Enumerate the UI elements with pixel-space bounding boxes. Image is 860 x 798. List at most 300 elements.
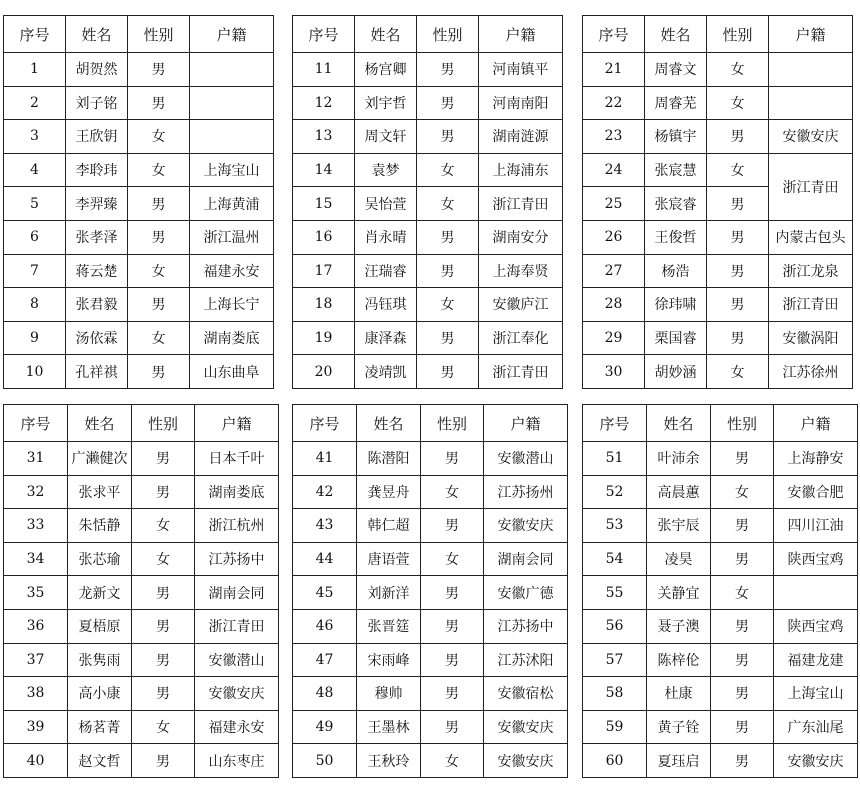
seq-cell: 41: [293, 442, 357, 476]
table-row: [293, 677, 568, 711]
gender-cell: 女: [707, 86, 769, 120]
table-row: [4, 710, 279, 744]
table-row: [293, 53, 563, 87]
seq-cell: 57: [583, 643, 647, 677]
hukou-cell: 河南南阳: [479, 86, 563, 120]
hukou-cell: 日本千叶: [195, 442, 279, 476]
table-row: [4, 53, 274, 87]
header-name: 姓名: [66, 16, 128, 53]
seq-cell: 17: [293, 254, 355, 288]
table-row: [583, 576, 858, 610]
table-row: [583, 254, 853, 288]
header-hukou: 户籍: [484, 405, 568, 442]
header-row: [4, 16, 274, 53]
hukou-cell: 安徽安庆: [484, 509, 568, 543]
table-row: [4, 120, 274, 154]
name-cell: 张宸睿: [645, 187, 707, 221]
hukou-cell: [769, 53, 853, 87]
table-row: [583, 86, 853, 120]
gender-cell: 男: [421, 509, 484, 543]
hukou-cell: 上海静安: [774, 442, 858, 476]
hukou-cell: 安徽安庆: [769, 120, 853, 154]
header-gender: 性别: [421, 405, 484, 442]
seq-cell: 24: [583, 153, 645, 187]
seq-cell: 23: [583, 120, 645, 154]
table-row: [583, 609, 858, 643]
hukou-cell: 安徽潜山: [195, 643, 279, 677]
name-cell: 汪瑞睿: [355, 254, 417, 288]
hukou-cell: 湖南安分: [479, 220, 563, 254]
gender-cell: 女: [128, 254, 190, 288]
table-row: [4, 576, 279, 610]
header-gender: 性别: [711, 405, 774, 442]
gender-cell: 男: [707, 187, 769, 221]
hukou-cell: 广东汕尾: [774, 710, 858, 744]
name-cell: 凌靖凯: [355, 355, 417, 389]
header-hukou: 户籍: [479, 16, 563, 53]
gender-cell: 男: [128, 355, 190, 389]
table-row: [583, 220, 853, 254]
seq-cell: 16: [293, 220, 355, 254]
gender-cell: 男: [711, 509, 774, 543]
seq-cell: 55: [583, 576, 647, 610]
seq-cell: 48: [293, 677, 357, 711]
table-row: [293, 86, 563, 120]
hukou-cell: 湖南娄底: [190, 321, 274, 355]
seq-cell: 2: [4, 86, 66, 120]
table-row: [583, 53, 853, 87]
name-cell: 康泽森: [355, 321, 417, 355]
gender-cell: 女: [711, 576, 774, 610]
name-cell: 王俊哲: [645, 220, 707, 254]
seq-cell: 12: [293, 86, 355, 120]
gender-cell: 男: [711, 542, 774, 576]
header-seq: 序号: [293, 405, 357, 442]
name-cell: 李羿臻: [66, 187, 128, 221]
gender-cell: 男: [421, 677, 484, 711]
name-cell: 刘宇哲: [355, 86, 417, 120]
header-name: 姓名: [645, 16, 707, 53]
hukou-cell: 江苏徐州: [769, 355, 853, 389]
gender-cell: 男: [132, 677, 195, 711]
hukou-cell: 山东枣庄: [195, 744, 279, 778]
seq-cell: 31: [4, 442, 68, 476]
seq-cell: 45: [293, 576, 357, 610]
gender-cell: 男: [417, 53, 479, 87]
header-hukou: 户籍: [774, 405, 858, 442]
table-row: [583, 677, 858, 711]
gender-cell: 男: [711, 609, 774, 643]
name-cell: 朱恬静: [68, 509, 132, 543]
name-cell: 王秋玲: [357, 744, 421, 778]
table-row: [583, 643, 858, 677]
header-row: [293, 16, 563, 53]
table-row: [4, 254, 274, 288]
roster-table-1: [3, 15, 274, 389]
hukou-cell: 安徽庐江: [479, 288, 563, 322]
name-cell: 张晋筳: [357, 609, 421, 643]
name-cell: 杨宫卿: [355, 53, 417, 87]
gender-cell: 男: [711, 710, 774, 744]
seq-cell: 8: [4, 288, 66, 322]
name-cell: 孔祥祺: [66, 355, 128, 389]
name-cell: 张求平: [68, 475, 132, 509]
name-cell: 张宸慧: [645, 153, 707, 187]
table-row: [293, 321, 563, 355]
header-seq: 序号: [4, 405, 68, 442]
hukou-cell: 浙江青田: [479, 355, 563, 389]
table-row: [293, 442, 568, 476]
gender-cell: 男: [417, 220, 479, 254]
table-row: [293, 509, 568, 543]
gender-cell: 女: [128, 321, 190, 355]
table-row: [583, 710, 858, 744]
table-row: [4, 475, 279, 509]
hukou-cell: [774, 576, 858, 610]
header-gender: 性别: [132, 405, 195, 442]
seq-cell: 26: [583, 220, 645, 254]
name-cell: 高小康: [68, 677, 132, 711]
hukou-cell: 上海宝山: [774, 677, 858, 711]
hukou-cell: 福建龙建: [774, 643, 858, 677]
hukou-cell: [769, 86, 853, 120]
gender-cell: 女: [132, 509, 195, 543]
table-row: [293, 643, 568, 677]
name-cell: 龚昱舟: [357, 475, 421, 509]
gender-cell: 男: [707, 288, 769, 322]
name-cell: 周睿芜: [645, 86, 707, 120]
seq-cell: 22: [583, 86, 645, 120]
gender-cell: 男: [707, 321, 769, 355]
header-row: [4, 405, 279, 442]
name-cell: 刘子铭: [66, 86, 128, 120]
header-row: [583, 16, 853, 53]
table-row: [293, 609, 568, 643]
hukou-cell: 浙江杭州: [195, 509, 279, 543]
seq-cell: 38: [4, 677, 68, 711]
name-cell: 张宇辰: [647, 509, 711, 543]
name-cell: 叶沛余: [647, 442, 711, 476]
name-cell: 杜康: [647, 677, 711, 711]
gender-cell: 女: [417, 187, 479, 221]
name-cell: 徐玮啸: [645, 288, 707, 322]
gender-cell: 男: [707, 220, 769, 254]
table-row: [583, 120, 853, 154]
gender-cell: 男: [132, 576, 195, 610]
table-row: [583, 475, 858, 509]
seq-cell: 11: [293, 53, 355, 87]
hukou-cell: 内蒙古包头: [769, 220, 853, 254]
table-row: [293, 355, 563, 389]
seq-cell: 47: [293, 643, 357, 677]
gender-cell: 男: [711, 677, 774, 711]
gender-cell: 男: [132, 475, 195, 509]
seq-cell: 56: [583, 609, 647, 643]
table-row: [4, 187, 274, 221]
hukou-cell: 安徽广德: [484, 576, 568, 610]
header-hukou: 户籍: [190, 16, 274, 53]
hukou-cell: 浙江青田: [195, 609, 279, 643]
seq-cell: 49: [293, 710, 357, 744]
table-row: [293, 710, 568, 744]
seq-cell: 53: [583, 509, 647, 543]
table-row: [4, 153, 274, 187]
header-name: 姓名: [357, 405, 421, 442]
table-row: [293, 542, 568, 576]
table-row: [4, 355, 274, 389]
hukou-cell: [190, 86, 274, 120]
seq-cell: 1: [4, 53, 66, 87]
gender-cell: 女: [707, 53, 769, 87]
name-cell: 蒋云楚: [66, 254, 128, 288]
gender-cell: 男: [711, 744, 774, 778]
name-cell: 穆帅: [357, 677, 421, 711]
name-cell: 汤依霖: [66, 321, 128, 355]
hukou-cell: [190, 120, 274, 154]
table-row: [4, 542, 279, 576]
hukou-cell: 浙江龙泉: [769, 254, 853, 288]
gender-cell: 男: [128, 86, 190, 120]
table-row: [293, 576, 568, 610]
seq-cell: 10: [4, 355, 66, 389]
seq-cell: 29: [583, 321, 645, 355]
gender-cell: 女: [421, 475, 484, 509]
table-row: [4, 609, 279, 643]
seq-cell: 25: [583, 187, 645, 221]
hukou-cell: 福建永安: [195, 710, 279, 744]
hukou-cell: 上海浦东: [479, 153, 563, 187]
seq-cell: 40: [4, 744, 68, 778]
name-cell: 肖永晴: [355, 220, 417, 254]
table-row: [583, 509, 858, 543]
seq-cell: 3: [4, 120, 66, 154]
header-seq: 序号: [293, 16, 355, 53]
gender-cell: 男: [421, 609, 484, 643]
roster-table-5: [292, 404, 568, 778]
seq-cell: 60: [583, 744, 647, 778]
gender-cell: 男: [711, 442, 774, 476]
name-cell: 王墨林: [357, 710, 421, 744]
hukou-cell: 安徽涡阳: [769, 321, 853, 355]
seq-cell: 58: [583, 677, 647, 711]
gender-cell: 男: [132, 744, 195, 778]
table-row: [4, 744, 279, 778]
hukou-cell: 湖南娄底: [195, 475, 279, 509]
hukou-cell: 湖南会同: [195, 576, 279, 610]
name-cell: 张君毅: [66, 288, 128, 322]
seq-cell: 52: [583, 475, 647, 509]
header-gender: 性别: [707, 16, 769, 53]
seq-cell: 54: [583, 542, 647, 576]
name-cell: 杨浩: [645, 254, 707, 288]
gender-cell: 男: [417, 86, 479, 120]
name-cell: 袁梦: [355, 153, 417, 187]
table-row: [4, 288, 274, 322]
hukou-cell: 安徽宿松: [484, 677, 568, 711]
name-cell: 吴怡萱: [355, 187, 417, 221]
name-cell: 陈潜阳: [357, 442, 421, 476]
gender-cell: 女: [132, 710, 195, 744]
header-row: [583, 405, 858, 442]
gender-cell: 男: [128, 220, 190, 254]
name-cell: 广濑健次: [68, 442, 132, 476]
name-cell: 胡贺然: [66, 53, 128, 87]
table-row: [583, 288, 853, 322]
name-cell: 龙新文: [68, 576, 132, 610]
seq-cell: 19: [293, 321, 355, 355]
name-cell: 杨茗菁: [68, 710, 132, 744]
name-cell: 高晨蕙: [647, 475, 711, 509]
name-cell: 王欣钥: [66, 120, 128, 154]
seq-cell: 5: [4, 187, 66, 221]
table-row: [583, 442, 858, 476]
header-name: 姓名: [68, 405, 132, 442]
gender-cell: 男: [707, 254, 769, 288]
hukou-cell: 江苏沭阳: [484, 643, 568, 677]
gender-cell: 男: [132, 442, 195, 476]
seq-cell: 50: [293, 744, 357, 778]
gender-cell: 男: [128, 187, 190, 221]
name-cell: 张孝泽: [66, 220, 128, 254]
gender-cell: 男: [711, 643, 774, 677]
seq-cell: 13: [293, 120, 355, 154]
header-seq: 序号: [583, 16, 645, 53]
seq-cell: 6: [4, 220, 66, 254]
header-gender: 性别: [128, 16, 190, 53]
hukou-cell: 山东曲阜: [190, 355, 274, 389]
table-row: [293, 288, 563, 322]
gender-cell: 女: [417, 153, 479, 187]
hukou-cell: 安徽安庆: [195, 677, 279, 711]
hukou-cell: [190, 53, 274, 87]
hukou-cell: 安徽安庆: [774, 744, 858, 778]
hukou-cell: 浙江青田: [479, 187, 563, 221]
hukou-cell: 江苏扬中: [195, 542, 279, 576]
roster-table-6: [582, 404, 858, 778]
table-row: [293, 220, 563, 254]
header-hukou: 户籍: [195, 405, 279, 442]
hukou-cell: 河南镇平: [479, 53, 563, 87]
seq-cell: 20: [293, 355, 355, 389]
gender-cell: 女: [417, 288, 479, 322]
hukou-cell: 上海黄浦: [190, 187, 274, 221]
seq-cell: 33: [4, 509, 68, 543]
roster-table-3: [582, 15, 853, 389]
table-row: [293, 187, 563, 221]
seq-cell: 46: [293, 609, 357, 643]
hukou-cell: 福建永安: [190, 254, 274, 288]
hukou-cell: 四川江油: [774, 509, 858, 543]
gender-cell: 男: [417, 254, 479, 288]
gender-cell: 女: [707, 153, 769, 187]
table-row: [583, 321, 853, 355]
roster-table-2: [292, 15, 563, 389]
table-row: [4, 442, 279, 476]
seq-cell: 28: [583, 288, 645, 322]
table-row: [293, 744, 568, 778]
header-seq: 序号: [4, 16, 66, 53]
seq-cell: 32: [4, 475, 68, 509]
hukou-cell: 上海长宁: [190, 288, 274, 322]
name-cell: 周文轩: [355, 120, 417, 154]
gender-cell: 男: [421, 710, 484, 744]
gender-cell: 女: [128, 120, 190, 154]
header-seq: 序号: [583, 405, 647, 442]
gender-cell: 女: [707, 355, 769, 389]
name-cell: 李聆玮: [66, 153, 128, 187]
hukou-cell: 浙江奉化: [479, 321, 563, 355]
seq-cell: 35: [4, 576, 68, 610]
hukou-cell: 上海宝山: [190, 153, 274, 187]
name-cell: 张隽雨: [68, 643, 132, 677]
seq-cell: 34: [4, 542, 68, 576]
name-cell: 夏梧原: [68, 609, 132, 643]
gender-cell: 男: [132, 609, 195, 643]
gender-cell: 男: [132, 643, 195, 677]
gender-cell: 男: [128, 53, 190, 87]
seq-cell: 36: [4, 609, 68, 643]
gender-cell: 女: [421, 542, 484, 576]
seq-cell: 37: [4, 643, 68, 677]
seq-cell: 18: [293, 288, 355, 322]
table-row: [583, 153, 853, 187]
seq-cell: 43: [293, 509, 357, 543]
hukou-cell: 浙江青田: [769, 288, 853, 322]
table-row: [293, 153, 563, 187]
hukou-cell: 安徽合肥: [774, 475, 858, 509]
gender-cell: 男: [421, 576, 484, 610]
name-cell: 宋雨峰: [357, 643, 421, 677]
seq-cell: 7: [4, 254, 66, 288]
gender-cell: 男: [417, 120, 479, 154]
roster-table-4: [3, 404, 279, 778]
gender-cell: 女: [711, 475, 774, 509]
gender-cell: 女: [421, 744, 484, 778]
table-row: [4, 509, 279, 543]
name-cell: 赵文哲: [68, 744, 132, 778]
name-cell: 聂子澳: [647, 609, 711, 643]
gender-cell: 男: [417, 321, 479, 355]
name-cell: 栗国睿: [645, 321, 707, 355]
name-cell: 关静宜: [647, 576, 711, 610]
seq-cell: 15: [293, 187, 355, 221]
seq-cell: 9: [4, 321, 66, 355]
hukou-cell: 江苏扬中: [484, 609, 568, 643]
name-cell: 韩仁超: [357, 509, 421, 543]
table-row: [4, 643, 279, 677]
seq-cell: 44: [293, 542, 357, 576]
seq-cell: 39: [4, 710, 68, 744]
name-cell: 唐语萱: [357, 542, 421, 576]
table-row: [583, 355, 853, 389]
hukou-cell: 浙江青田: [769, 153, 853, 220]
hukou-cell: 湖南涟源: [479, 120, 563, 154]
hukou-cell: 上海奉贤: [479, 254, 563, 288]
name-cell: 张芯瑜: [68, 542, 132, 576]
header-row: [293, 405, 568, 442]
hukou-cell: 安徽潜山: [484, 442, 568, 476]
seq-cell: 42: [293, 475, 357, 509]
table-row: [4, 677, 279, 711]
hukou-cell: 安徽安庆: [484, 710, 568, 744]
hukou-cell: 安徽安庆: [484, 744, 568, 778]
seq-cell: 27: [583, 254, 645, 288]
table-row: [583, 542, 858, 576]
gender-cell: 女: [132, 542, 195, 576]
seq-cell: 30: [583, 355, 645, 389]
gender-cell: 男: [421, 442, 484, 476]
table-row: [293, 120, 563, 154]
